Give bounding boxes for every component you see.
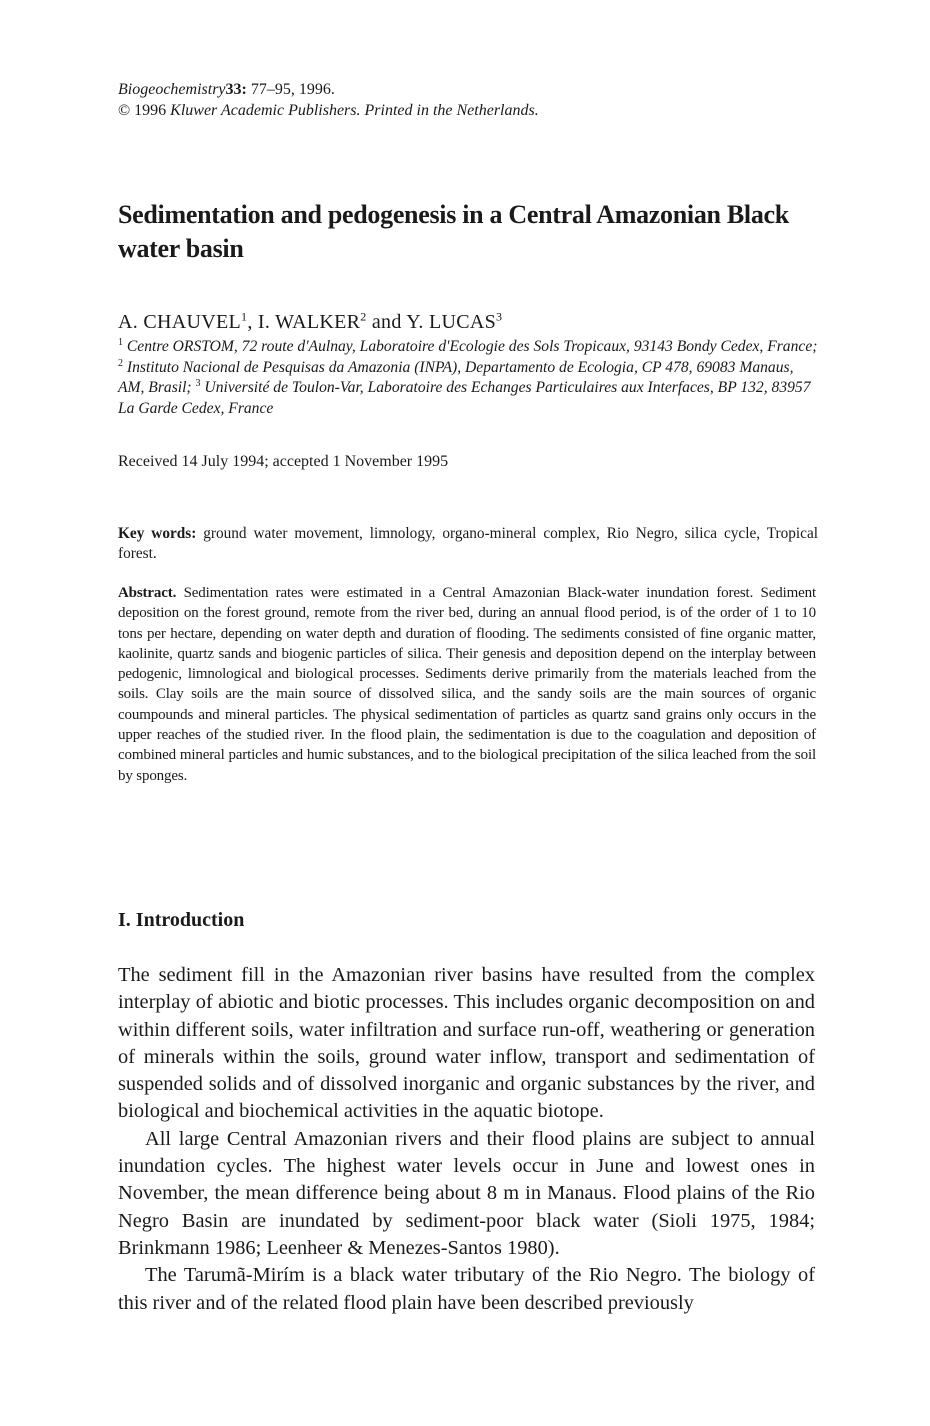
paper-title: Sedimentation and pedogenesis in a Central Amazonian Black water basin xyxy=(118,200,789,263)
affiliation-text: Centre ORSTOM, 72 route d'Aulnay, Laboratoire d'Ecologie des Sols Tropicaux, 93143 Bondy Cedex, France; xyxy=(123,338,818,355)
copyright-icon: © xyxy=(118,102,131,119)
author-affiliation-mark: 3 xyxy=(496,309,503,324)
body-text xyxy=(118,962,815,1317)
author-affiliation-mark: 2 xyxy=(360,309,367,324)
author-name: I. WALKER xyxy=(257,311,361,333)
copyright-line xyxy=(118,100,818,121)
author-list xyxy=(118,309,818,335)
section-heading: I. Introduction xyxy=(118,909,245,931)
received-dates: Received 14 July 1994; accepted 1 November 1995 xyxy=(118,453,449,470)
affiliation-mark: 2 xyxy=(118,357,123,369)
author-separator: , xyxy=(247,311,258,333)
paragraph: The sediment fill in the Amazonian river basins have resulted from the complex interplay of abiotic and biotic processes. This includes organic decomposition on and within different soils, water infiltration and surface run-off, weathering or generation of minerals within the soils, ground water inflow, transport and sedimentation of suspended solids and of dissolved inorganic and organic substances by the river, and biological and biochemical activities in the aquatic biotope. xyxy=(118,964,815,1123)
author-name: Y. LUCAS xyxy=(406,311,497,333)
author-affiliation-mark: 1 xyxy=(241,309,248,324)
journal-header xyxy=(118,79,818,121)
affiliation-text: Université de Toulon-Var, Laboratoire des Echanges Particulaires aux Interfaces, BP 132, 83957 La Garde Cedex, France xyxy=(118,379,811,417)
author-name: A. CHAUVEL xyxy=(118,311,241,333)
paragraph: The Tarumã-Mirím is a black water tributary of the Rio Negro. The biology of this river and of the related flood plain have been described previously xyxy=(118,1264,815,1314)
keywords-text: ground water movement, limnology, organo-mineral complex, Rio Negro, silica cycle, Tropical forest. xyxy=(118,525,818,562)
affiliations xyxy=(118,337,822,419)
paragraph: All large Central Amazonian rivers and their flood plains are subject to annual inundation cycles. The highest water levels occur in June and lowest ones in November, the mean difference being about 8 m in Manaus. Flood plains of the Rio Negro Basin are inundated by sediment-poor black water (Sioli 1975, 1984; Brinkmann 1986; Leenheer & Menezes-Santos 1980). xyxy=(118,1127,815,1259)
keywords-label: Key words: xyxy=(118,525,197,542)
keywords xyxy=(118,524,818,564)
journal-pages-year: 77–95, 1996. xyxy=(246,81,335,98)
author-separator: and xyxy=(366,311,407,333)
citation-line xyxy=(118,79,818,100)
copyright-year: 1996 xyxy=(130,102,171,119)
journal-volume: 33: xyxy=(225,81,247,98)
affiliation-mark: 1 xyxy=(118,336,123,348)
affiliation-text: Instituto Nacional de Pesquisas da Amazonia (INPA), Departamento de Ecologia, CP 478, 69083 Manaus, AM, Brasil; xyxy=(118,358,794,396)
journal-name: Biogeochemistry xyxy=(118,81,226,98)
publisher: Kluwer Academic Publishers. Printed in the Netherlands. xyxy=(170,102,539,119)
abstract-label: Abstract. xyxy=(118,585,177,601)
abstract xyxy=(118,583,816,786)
affiliation-mark: 3 xyxy=(195,377,201,389)
abstract-text: Sedimentation rates were estimated in a Central Amazonian Black-water inundation forest. Sediment deposition on the forest ground, remote from the river bed, during an annual flood period, is of the order of 1 to 10 tons per hectare, depending on water depth and duration of flooding. The sediments consisted of fine organic matter, kaolinite, quartz sands and biogenic particles of silica. Their genesis and deposition depend on the interplay between pedogenic, limnological and biological processes. Sediments derive primarily from the materials leached from the soils. Clay soils are the main source of dissolved silica, and the sandy soils are the main sources of organic coumpounds and mineral particles. The physical sedimentation of particles as quartz sand grains only occurs in the upper reaches of the studied river. In the flood plain, the sedimentation is due to the coagulation and deposition of combined mineral particles and humic substances, and to the biological precipitation of the silica leached from the soil by sponges. xyxy=(118,585,816,784)
